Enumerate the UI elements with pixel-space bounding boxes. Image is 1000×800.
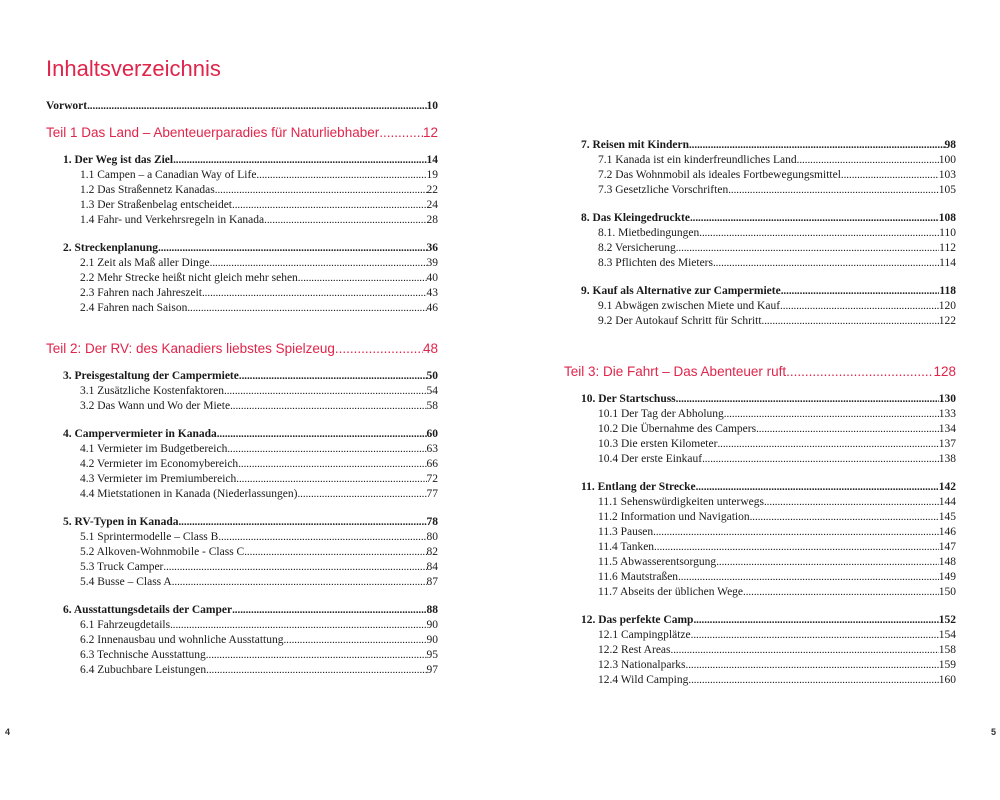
entry-page: 147 xyxy=(938,541,956,553)
toc-subsection[interactable] xyxy=(564,510,956,525)
entry-title: 2.1 Zeit als Maß aller Dinge xyxy=(80,257,210,269)
dot-leader xyxy=(743,585,939,600)
dot-leader xyxy=(678,570,939,585)
entry-title: 7.2 Das Wohnmobil als ideales Fortbewegungsmittel xyxy=(598,169,841,181)
entry-page: 14 xyxy=(426,154,438,166)
dot-leader xyxy=(762,314,939,329)
entry-page: 100 xyxy=(938,154,956,166)
dot-leader xyxy=(335,340,423,358)
dot-leader xyxy=(702,452,939,467)
page-number-left: 4 xyxy=(5,727,11,737)
dot-leader xyxy=(671,643,939,658)
toc-subsection[interactable] xyxy=(564,673,956,688)
part-page: 12 xyxy=(422,125,438,140)
entry-page: 158 xyxy=(938,644,956,656)
toc-part xyxy=(46,340,438,678)
entry-title: 9.2 Der Autokauf Schritt für Schritt xyxy=(598,315,762,327)
entry-page: 82 xyxy=(426,546,438,558)
toc-subsection[interactable] xyxy=(46,487,438,502)
entry-page: 110 xyxy=(939,227,956,239)
entry-title: 6. Ausstattungsdetails der Camper xyxy=(63,604,233,616)
toc-subsection-list xyxy=(564,407,956,467)
entry-page: 36 xyxy=(426,242,438,254)
dot-leader xyxy=(173,153,426,168)
toc-subsection[interactable] xyxy=(564,314,956,329)
toc-subsection-list xyxy=(564,153,956,198)
entry-page: 60 xyxy=(426,428,438,440)
toc-subsection[interactable] xyxy=(564,241,956,256)
entry-page: 63 xyxy=(426,443,438,455)
entry-title: 5.4 Busse – Class A xyxy=(80,576,172,588)
toc-subsection[interactable] xyxy=(46,560,438,575)
entry-page: 19 xyxy=(426,169,438,181)
entry-title: 3. Preisgestaltung der Campermiete xyxy=(63,370,239,382)
toc-chapter-heading[interactable] xyxy=(46,241,438,256)
toc-subsection[interactable] xyxy=(46,384,438,399)
toc-subsection[interactable] xyxy=(46,545,438,560)
dot-leader xyxy=(236,472,426,487)
dot-leader xyxy=(202,286,427,301)
entry-title: 7. Reisen mit Kindern xyxy=(581,139,689,151)
toc-subsection[interactable] xyxy=(564,256,956,271)
dot-leader xyxy=(187,301,426,316)
entry-title: 11.4 Tanken xyxy=(598,541,655,553)
part-title: Teil 1 Das Land – Abenteuerparadies für Naturliebhaber xyxy=(46,125,380,140)
dot-leader xyxy=(232,603,426,618)
dot-leader xyxy=(654,540,939,555)
entry-page: 130 xyxy=(938,393,956,405)
toc-chapter xyxy=(564,138,956,198)
entry-title: 2. Streckenplanung xyxy=(63,242,159,254)
entry-title: 4.3 Vermieter im Premiumbereich xyxy=(80,473,237,485)
entry-title: 11.6 Mautstraßen xyxy=(598,571,679,583)
entry-page: 98 xyxy=(944,139,956,151)
entry-page: 103 xyxy=(938,169,956,181)
entry-page: 84 xyxy=(426,561,438,573)
entry-title: 6.4 Zubuchbare Leistungen xyxy=(80,664,207,676)
toc-chapter xyxy=(564,284,956,329)
entry-page: 146 xyxy=(938,526,956,538)
entry-page: 40 xyxy=(426,272,438,284)
toc-chapter xyxy=(564,613,956,688)
entry-page: 149 xyxy=(938,571,956,583)
dot-leader xyxy=(232,198,427,213)
toc-subsection[interactable] xyxy=(564,555,956,570)
toc-subsection[interactable] xyxy=(564,628,956,643)
entry-page: 122 xyxy=(938,315,956,327)
dot-leader xyxy=(238,457,426,472)
toc-part xyxy=(564,363,956,688)
toc-subsection[interactable] xyxy=(564,183,956,198)
dot-leader xyxy=(691,628,939,643)
toc-subsection[interactable] xyxy=(46,575,438,590)
toc-chapter xyxy=(564,392,956,467)
dot-leader xyxy=(256,168,426,183)
dot-leader xyxy=(264,213,426,228)
dot-leader xyxy=(699,226,939,241)
dot-leader xyxy=(244,545,426,560)
dot-leader xyxy=(215,183,427,198)
entry-page: 77 xyxy=(426,488,438,500)
toc-subsection[interactable] xyxy=(564,658,956,673)
page-number-right: 5 xyxy=(991,727,997,737)
entry-title: 6.1 Fahrzeugdetails xyxy=(80,619,171,631)
entry-page: 160 xyxy=(938,674,956,686)
entry-page: 159 xyxy=(938,659,956,671)
toc-part-heading[interactable] xyxy=(564,363,956,381)
dot-leader xyxy=(724,407,939,422)
toc-subsection[interactable] xyxy=(46,530,438,545)
entry-title: 1.4 Fahr- und Verkehrsregeln in Kanada xyxy=(80,214,265,226)
entry-title: 12.2 Rest Areas xyxy=(598,644,671,656)
toc-subsection-list xyxy=(46,384,438,414)
entry-page: 150 xyxy=(938,586,956,598)
toc-chapter-heading[interactable] xyxy=(46,603,438,618)
dot-leader xyxy=(224,384,426,399)
dot-leader xyxy=(713,256,939,271)
entry-page: 72 xyxy=(426,473,438,485)
dot-leader xyxy=(206,663,426,678)
dot-leader xyxy=(690,211,939,226)
entry-title: 3.1 Zusätzliche Kostenfaktoren xyxy=(80,385,225,397)
dot-leader xyxy=(841,168,939,183)
toc-subsection[interactable] xyxy=(564,452,956,467)
entry-title: 1.1 Campen – a Canadian Way of Life xyxy=(80,169,257,181)
dot-leader xyxy=(686,658,939,673)
dot-leader xyxy=(756,422,939,437)
toc-chapter xyxy=(46,515,438,590)
entry-page: 108 xyxy=(938,212,956,224)
entry-page: 148 xyxy=(938,556,956,568)
toc-subsection-list xyxy=(564,628,956,688)
entry-title: 8.1. Mietbedingungen xyxy=(598,227,700,239)
toc-subsection[interactable] xyxy=(564,437,956,452)
entry-page: 90 xyxy=(426,619,438,631)
dot-leader xyxy=(163,560,426,575)
entry-page: 154 xyxy=(938,629,956,641)
dot-leader xyxy=(87,99,426,114)
entry-page: 118 xyxy=(939,285,956,297)
entry-title: 10. Der Startschuss xyxy=(581,393,676,405)
entry-page: 137 xyxy=(938,438,956,450)
toc-chapter-heading[interactable] xyxy=(564,480,956,495)
entry-title: 8.3 Pflichten des Mieters xyxy=(598,257,713,269)
dot-leader xyxy=(379,124,423,142)
entry-title: 12.4 Wild Camping xyxy=(598,674,689,686)
toc-chapter-heading[interactable] xyxy=(564,284,956,299)
page-title: Inhaltsverzeichnis xyxy=(46,56,221,81)
toc-subsection[interactable] xyxy=(46,213,438,228)
toc-chapter-heading[interactable] xyxy=(564,138,956,153)
entry-title: Vorwort xyxy=(46,100,88,112)
dot-leader xyxy=(158,241,426,256)
toc-subsection[interactable] xyxy=(564,226,956,241)
dot-leader xyxy=(688,673,938,688)
entry-page: 152 xyxy=(938,614,956,626)
toc-subsection[interactable] xyxy=(46,286,438,301)
dot-leader xyxy=(728,183,939,198)
entry-title: 2.3 Fahren nach Jahreszeit xyxy=(80,287,202,299)
toc-chapter xyxy=(46,241,438,316)
toc-subsection[interactable] xyxy=(564,299,956,314)
dot-leader xyxy=(210,256,427,271)
entry-page: 88 xyxy=(426,604,438,616)
part-page: 128 xyxy=(933,364,956,379)
entry-title: 4.2 Vermieter im Economybereich xyxy=(80,458,239,470)
entry-title: 11.2 Information und Navigation xyxy=(598,511,750,523)
dot-leader xyxy=(283,633,426,648)
toc-chapter xyxy=(46,153,438,228)
entry-title: 7.1 Kanada ist ein kinderfreundliches Land xyxy=(598,154,797,166)
dot-leader xyxy=(781,284,940,299)
entry-title: 5.2 Alkoven-Wohnmobile - Class C xyxy=(80,546,245,558)
toc-part xyxy=(46,124,438,316)
dot-leader xyxy=(172,575,427,590)
entry-page: 66 xyxy=(426,458,438,470)
entry-page: 133 xyxy=(938,408,956,420)
entry-title: 3.2 Das Wann und Wo der Miete xyxy=(80,400,231,412)
entry-page: 145 xyxy=(938,511,956,523)
toc-subsection[interactable] xyxy=(564,495,956,510)
entry-page: 90 xyxy=(426,634,438,646)
entry-title: 8.2 Versicherung xyxy=(598,242,676,254)
dot-leader xyxy=(178,515,426,530)
toc-subsection[interactable] xyxy=(46,633,438,648)
toc-subsection-list xyxy=(46,256,438,316)
entry-title: 12.1 Campingplätze xyxy=(598,629,691,641)
dot-leader xyxy=(786,363,933,381)
dot-leader xyxy=(693,613,938,628)
toc-chapter-heading[interactable] xyxy=(564,392,956,407)
toc-subsection[interactable] xyxy=(564,540,956,555)
entry-title: 1.2 Das Straßennetz Kanadas xyxy=(80,184,215,196)
entry-title: 9.1 Abwägen zwischen Miete und Kauf xyxy=(598,300,781,312)
toc-chapter xyxy=(564,211,956,271)
toc-subsection[interactable] xyxy=(46,618,438,633)
entry-page: 105 xyxy=(938,184,956,196)
dot-leader xyxy=(750,510,939,525)
dot-leader xyxy=(206,648,427,663)
entry-page: 97 xyxy=(426,664,438,676)
entry-page: 80 xyxy=(426,531,438,543)
part-title: Teil 3: Die Fahrt – Das Abenteuer ruft xyxy=(564,364,787,379)
entry-title: 10.2 Die Übernahme des Campers xyxy=(598,423,757,435)
toc-chapter-heading[interactable] xyxy=(564,211,956,226)
toc-chapter-heading[interactable] xyxy=(46,153,438,168)
toc-subsection[interactable] xyxy=(46,399,438,414)
toc-entry-vorwort[interactable] xyxy=(46,99,438,114)
entry-page: 54 xyxy=(426,385,438,397)
toc-subsection[interactable] xyxy=(46,256,438,271)
entry-title: 4.4 Mietstationen in Kanada (Niederlassungen) xyxy=(80,488,298,500)
entry-page: 120 xyxy=(938,300,956,312)
toc-subsection[interactable] xyxy=(46,442,438,457)
dot-leader xyxy=(170,618,426,633)
entry-title: 12. Das perfekte Camp xyxy=(581,614,694,626)
entry-title: 10.3 Die ersten Kilometer xyxy=(598,438,718,450)
dot-leader xyxy=(298,271,427,286)
dot-leader xyxy=(676,241,939,256)
part-page: 48 xyxy=(422,341,438,356)
entry-page: 50 xyxy=(426,370,438,382)
entry-page: 78 xyxy=(426,516,438,528)
toc-subsection[interactable] xyxy=(46,472,438,487)
entry-title: 5. RV-Typen in Kanada xyxy=(63,516,179,528)
toc-chapter xyxy=(564,480,956,600)
dot-leader xyxy=(689,138,945,153)
toc-subsection[interactable] xyxy=(564,422,956,437)
dot-leader xyxy=(716,555,939,570)
right-page xyxy=(564,138,956,701)
toc-subsection-list xyxy=(46,168,438,228)
dot-leader xyxy=(764,495,939,510)
toc-chapter-heading[interactable] xyxy=(564,613,956,628)
toc-subsection-list xyxy=(564,299,956,329)
entry-page: 114 xyxy=(939,257,956,269)
toc-chapter xyxy=(46,427,438,502)
toc-subsection-list xyxy=(46,530,438,590)
entry-title: 10.4 Der erste Einkauf xyxy=(598,453,703,465)
entry-title: 7.3 Gesetzliche Vorschriften xyxy=(598,184,729,196)
entry-page: 142 xyxy=(938,481,956,493)
entry-page: 95 xyxy=(426,649,438,661)
toc-part-heading[interactable] xyxy=(46,340,438,358)
entry-title: 6.2 Innenausbau und wohnliche Ausstattung xyxy=(80,634,284,646)
entry-page: 39 xyxy=(426,257,438,269)
toc-subsection[interactable] xyxy=(46,271,438,286)
entry-title: 11.7 Abseits der üblichen Wege xyxy=(598,586,744,598)
entry-page: 46 xyxy=(426,302,438,314)
entry-title: 5.1 Sprintermodelle – Class B xyxy=(80,531,219,543)
entry-page: 134 xyxy=(938,423,956,435)
toc-subsection[interactable] xyxy=(564,570,956,585)
dot-leader xyxy=(676,392,939,407)
toc-subsection[interactable] xyxy=(46,183,438,198)
toc-subsection[interactable] xyxy=(564,407,956,422)
toc-subsection[interactable] xyxy=(564,643,956,658)
entry-title: 11.3 Pausen xyxy=(598,526,654,538)
dot-leader xyxy=(218,530,426,545)
dot-leader xyxy=(797,153,939,168)
toc-subsection[interactable] xyxy=(46,168,438,183)
toc-subsection[interactable] xyxy=(46,663,438,678)
entry-page: 112 xyxy=(939,242,956,254)
entry-page: 43 xyxy=(426,287,438,299)
toc-subsection[interactable] xyxy=(564,525,956,540)
entry-title: 11.5 Abwasserentsorgung xyxy=(598,556,717,568)
dot-leader xyxy=(297,487,426,502)
toc-subsection[interactable] xyxy=(564,585,956,600)
entry-title: 11.1 Sehenswürdigkeiten unterwegs xyxy=(598,496,764,508)
entry-title: 8. Das Kleingedruckte xyxy=(581,212,690,224)
part-title: Teil 2: Der RV: des Kanadiers liebstes Spielzeug xyxy=(46,341,335,356)
dot-leader xyxy=(780,299,939,314)
entry-page: 10 xyxy=(426,100,438,112)
toc-part-heading[interactable] xyxy=(46,124,438,142)
entry-page: 138 xyxy=(938,453,956,465)
toc-chapter-heading[interactable] xyxy=(46,369,438,384)
toc-subsection-list xyxy=(46,618,438,678)
toc-subsection[interactable] xyxy=(46,301,438,316)
entry-title: 11. Entlang der Strecke xyxy=(581,481,696,493)
entry-page: 28 xyxy=(426,214,438,226)
toc-subsection[interactable] xyxy=(46,457,438,472)
entry-title: 12.3 Nationalparks xyxy=(598,659,686,671)
toc-subsection[interactable] xyxy=(46,648,438,663)
entry-page: 22 xyxy=(426,184,438,196)
dot-leader xyxy=(717,437,938,452)
entry-title: 5.3 Truck Camper xyxy=(80,561,164,573)
toc-subsection[interactable] xyxy=(564,153,956,168)
dot-leader xyxy=(227,442,426,457)
dot-leader xyxy=(696,480,939,495)
entry-page: 58 xyxy=(426,400,438,412)
toc-chapter-heading[interactable] xyxy=(46,427,438,442)
entry-page: 87 xyxy=(426,576,438,588)
entry-title: 9. Kauf als Alternative zur Campermiete xyxy=(581,285,781,297)
left-page xyxy=(46,56,438,691)
dot-leader xyxy=(230,399,426,414)
entry-title: 1.3 Der Straßenbelag entscheidet xyxy=(80,199,232,211)
entry-title: 2.2 Mehr Strecke heißt nicht gleich mehr sehen xyxy=(80,272,298,284)
toc-subsection[interactable] xyxy=(564,168,956,183)
toc-subsection[interactable] xyxy=(46,198,438,213)
dot-leader xyxy=(653,525,939,540)
toc-chapter-heading[interactable] xyxy=(46,515,438,530)
entry-page: 144 xyxy=(938,496,956,508)
toc-chapter xyxy=(46,603,438,678)
dot-leader xyxy=(239,369,427,384)
entry-title: 4. Campervermieter in Kanada xyxy=(63,428,217,440)
entry-title: 10.1 Der Tag der Abholung xyxy=(598,408,724,420)
toc-subsection-list xyxy=(564,495,956,600)
entry-title: 6.3 Technische Ausstattung xyxy=(80,649,206,661)
entry-title: 1. Der Weg ist das Ziel xyxy=(63,154,174,166)
entry-title: 2.4 Fahren nach Saison xyxy=(80,302,188,314)
entry-title: 4.1 Vermieter im Budgetbereich xyxy=(80,443,228,455)
toc-chapter xyxy=(46,369,438,414)
toc-subsection-list xyxy=(46,442,438,502)
entry-page: 24 xyxy=(426,199,438,211)
dot-leader xyxy=(217,427,427,442)
toc-subsection-list xyxy=(564,226,956,271)
